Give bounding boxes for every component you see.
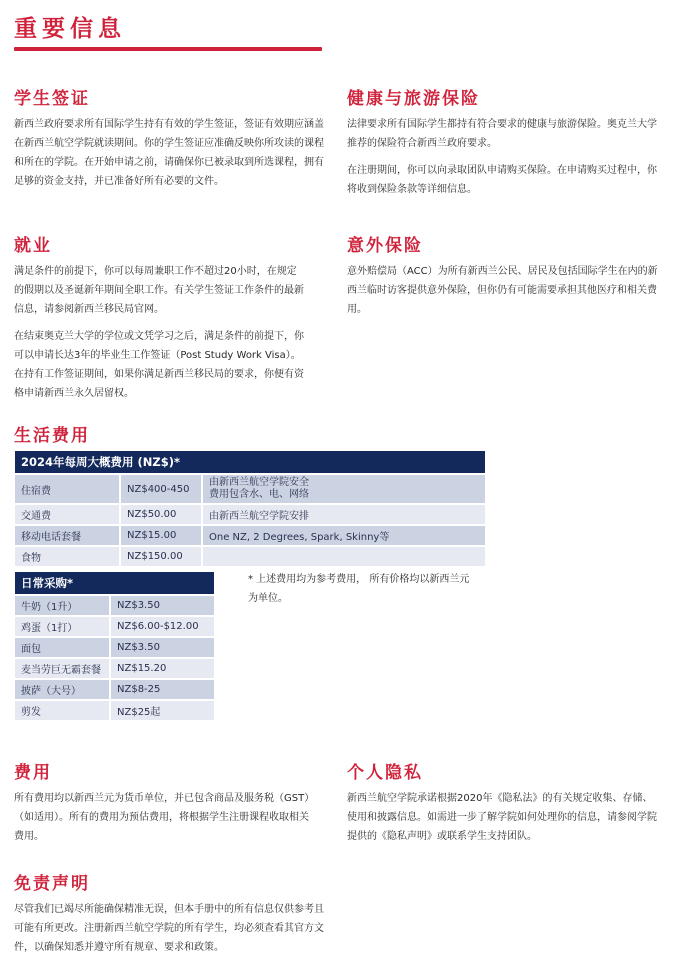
table-row: 交通费 NZ$50.00 由新西兰航空学院安排 [15, 505, 485, 524]
section-heading: 健康与旅游保险 [347, 89, 480, 109]
section-disclaimer [14, 869, 326, 965]
table-header: 日常采购* [15, 572, 214, 594]
section-student-visa [14, 84, 326, 199]
section-heading: 学生签证 [14, 89, 90, 109]
title-divider [14, 47, 322, 51]
section-accident-insurance [347, 231, 659, 327]
section-heading: 费用 [14, 763, 52, 783]
table-row: 食物 NZ$150.00 [15, 547, 485, 566]
section-paragraph: 在结束奥克兰大学的学位或文凭学习之后，满足条件的前提下，你可以申请长达3年的毕业生工作签证（Post Study Work Visa）。在持有工作签证期间，如果你满足新西兰移民局的要求，你便有资格申请新西兰永久居留权。 [14, 331, 304, 399]
table-row: 移动电话套餐 NZ$15.00 One NZ, 2 Degrees, Spark, Skinny等 [15, 526, 485, 545]
table-row: 麦当劳巨无霸套餐 NZ$15.20 [15, 659, 214, 678]
section-living-costs [14, 421, 90, 452]
section-paragraph: 新西兰航空学院承诺根据2020年《隐私法》的有关规定收集、存储、使用和披露信息。如需进一步了解学院如何处理你的信息，请参阅学院提供的《隐私声明》或联系学生支持团队。 [347, 793, 657, 842]
section-health-insurance [347, 84, 659, 207]
section-paragraph: 所有费用均以新西兰元为货币单位，并已包含商品及服务税（GST）（如适用）。所有的费用为预估费用，将根据学生注册课程收取相关费用。 [14, 793, 310, 842]
table-row: 披萨（大号） NZ$8-25 [15, 680, 214, 699]
page-title: 重要信息 [14, 16, 126, 42]
table-row: 剪发 NZ$25起 [15, 701, 214, 720]
section-privacy [347, 758, 659, 854]
section-employment [14, 231, 304, 411]
table-header: 2024年每周大概费用 (NZ$)* [15, 451, 485, 473]
grocery-cost-table [13, 570, 216, 722]
section-paragraph: 尽管我们已竭尽所能确保精准无误，但本手册中的所有信息仅供参考且可能有所更改。注册新西兰航空学院的所有学生，均必须查看其官方文件，以确保知悉并遵守所有规章、要求和政策。 [14, 904, 324, 953]
table-row: 牛奶（1升） NZ$3.50 [15, 596, 214, 615]
table-row: 面包 NZ$3.50 [15, 638, 214, 657]
section-heading: 就业 [14, 236, 52, 256]
weekly-cost-table [13, 449, 487, 568]
section-paragraph: 新西兰政府要求所有国际学生持有有效的学生签证，签证有效期应涵盖在新西兰航空学院就读期间。你的学生签证应准确反映你所攻读的课程和所在的学院。在开始申请之前，请确保你已被录取到所选课程，拥有足够的资金支持，并已准备好所有必要的文件。 [14, 119, 324, 187]
section-fees [14, 758, 314, 854]
section-paragraph: 意外赔偿局（ACC）为所有新西兰公民、居民及包括国际学生在内的新西兰临时访客提供意外保险，但你仍有可能需要承担其他医疗和相关费用。 [347, 266, 658, 315]
table-row: 鸡蛋（1打） NZ$6.00-$12.00 [15, 617, 214, 636]
section-heading: 生活费用 [14, 426, 90, 446]
cost-footnote: * 上述费用均为参考费用， 所有价格均以新西兰元为单位。 [248, 574, 470, 604]
table-row: 住宿费 NZ$400-450 由新西兰航空学院安全 费用包含水、电、网络 [15, 475, 485, 503]
section-paragraph: 满足条件的前提下，你可以每周兼职工作不超过20小时，在规定的假期以及圣诞新年期间全职工作。有关学生签证工作条件的最新信息，请参阅新西兰移民局官网。 [14, 266, 304, 315]
section-heading: 免责声明 [14, 874, 90, 894]
section-paragraph: 法律要求所有国际学生都持有符合要求的健康与旅游保险。奥克兰大学推荐的保险符合新西兰政府要求。 [347, 119, 657, 149]
section-heading: 个人隐私 [347, 763, 423, 783]
section-paragraph: 在注册期间，你可以向录取团队申请购买保险。在申请购买过程中，你将收到保险条款等详细信息。 [347, 165, 657, 195]
section-heading: 意外保险 [347, 236, 423, 256]
